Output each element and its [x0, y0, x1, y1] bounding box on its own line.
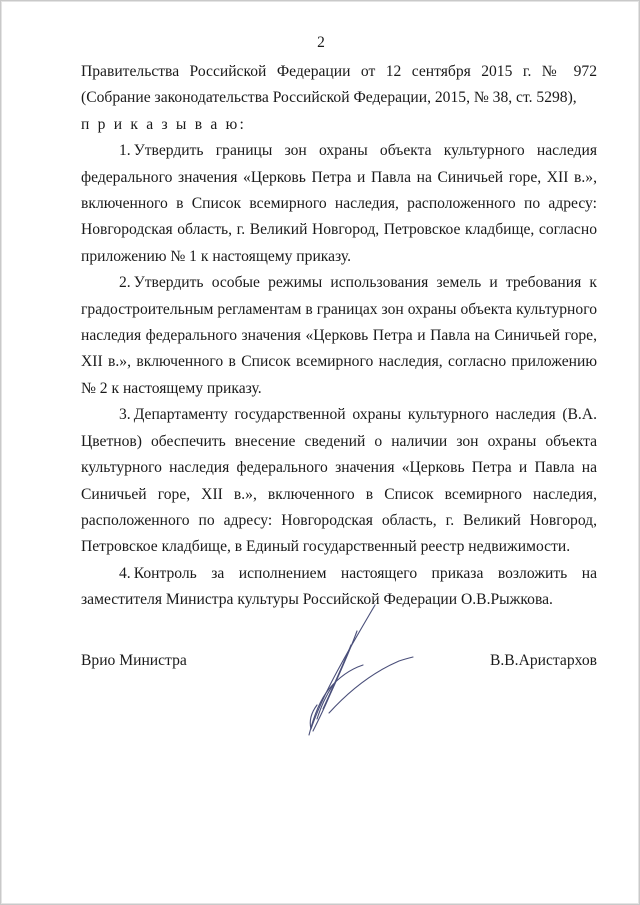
signatory-role: Врио Министра: [81, 652, 187, 669]
item-text: Департаменту государственной охраны культурного наследия (В.А. Цветнов) обеспечить внесение сведений о наличии зон охраны объекта культурного наследия федерального значения «Церковь Петра и Павла на Синичьей горе, XII в.», включенного в Список всемирного наследия, расположенного по адресу: Новгородская область, г. Великий Новгород, Петровское кладбище, в Единый государственный реестр недвижимости.: [81, 406, 597, 556]
page-number: 2: [317, 34, 325, 51]
item-number: 1.: [119, 142, 131, 160]
item-number: 4.: [119, 564, 131, 582]
order-item-2: [81, 270, 597, 402]
item-text: Утвердить особые режимы использования земель и требования к градостроительным регламентам в границах зон охраны объекта культурного наследия федерального значения «Церковь Петра и Павла на Синичьей горе, XII в.», включенного в Список всемирного наследия, согласно приложению № 2 к настоящему приказу.: [81, 274, 597, 397]
item-text: Контроль за исполнением настоящего приказа возложить на заместителя Министра культуры Российской Федерации О.В.Рыжкова.: [81, 564, 597, 609]
intro-paragraph: Правительства Российской Федерации от 12 сентября 2015 г. № 972 (Собрание законодательства Российской Федерации, 2015, № 38, ст. 5298),: [81, 63, 597, 107]
order-word: п р и к а з ы в а ю:: [81, 115, 246, 133]
handwritten-signature: [299, 601, 419, 741]
order-item-3: [81, 402, 597, 560]
document-body: [81, 59, 597, 614]
item-number: 2.: [119, 274, 131, 292]
item-number: 3.: [119, 406, 131, 424]
item-text: Утвердить границы зон охраны объекта культурного наследия федерального значения «Церковь Петра и Павла на Синичьей горе, XII в.», включенного в Список всемирного наследия, расположенного по адресу: Новгородская область, г. Великий Новгород, Петровское кладбище, согласно приложению № 1 к настоящему приказу.: [81, 142, 597, 265]
order-item-1: [81, 138, 597, 270]
signatory-name: В.В.Аристархов: [489, 652, 597, 669]
